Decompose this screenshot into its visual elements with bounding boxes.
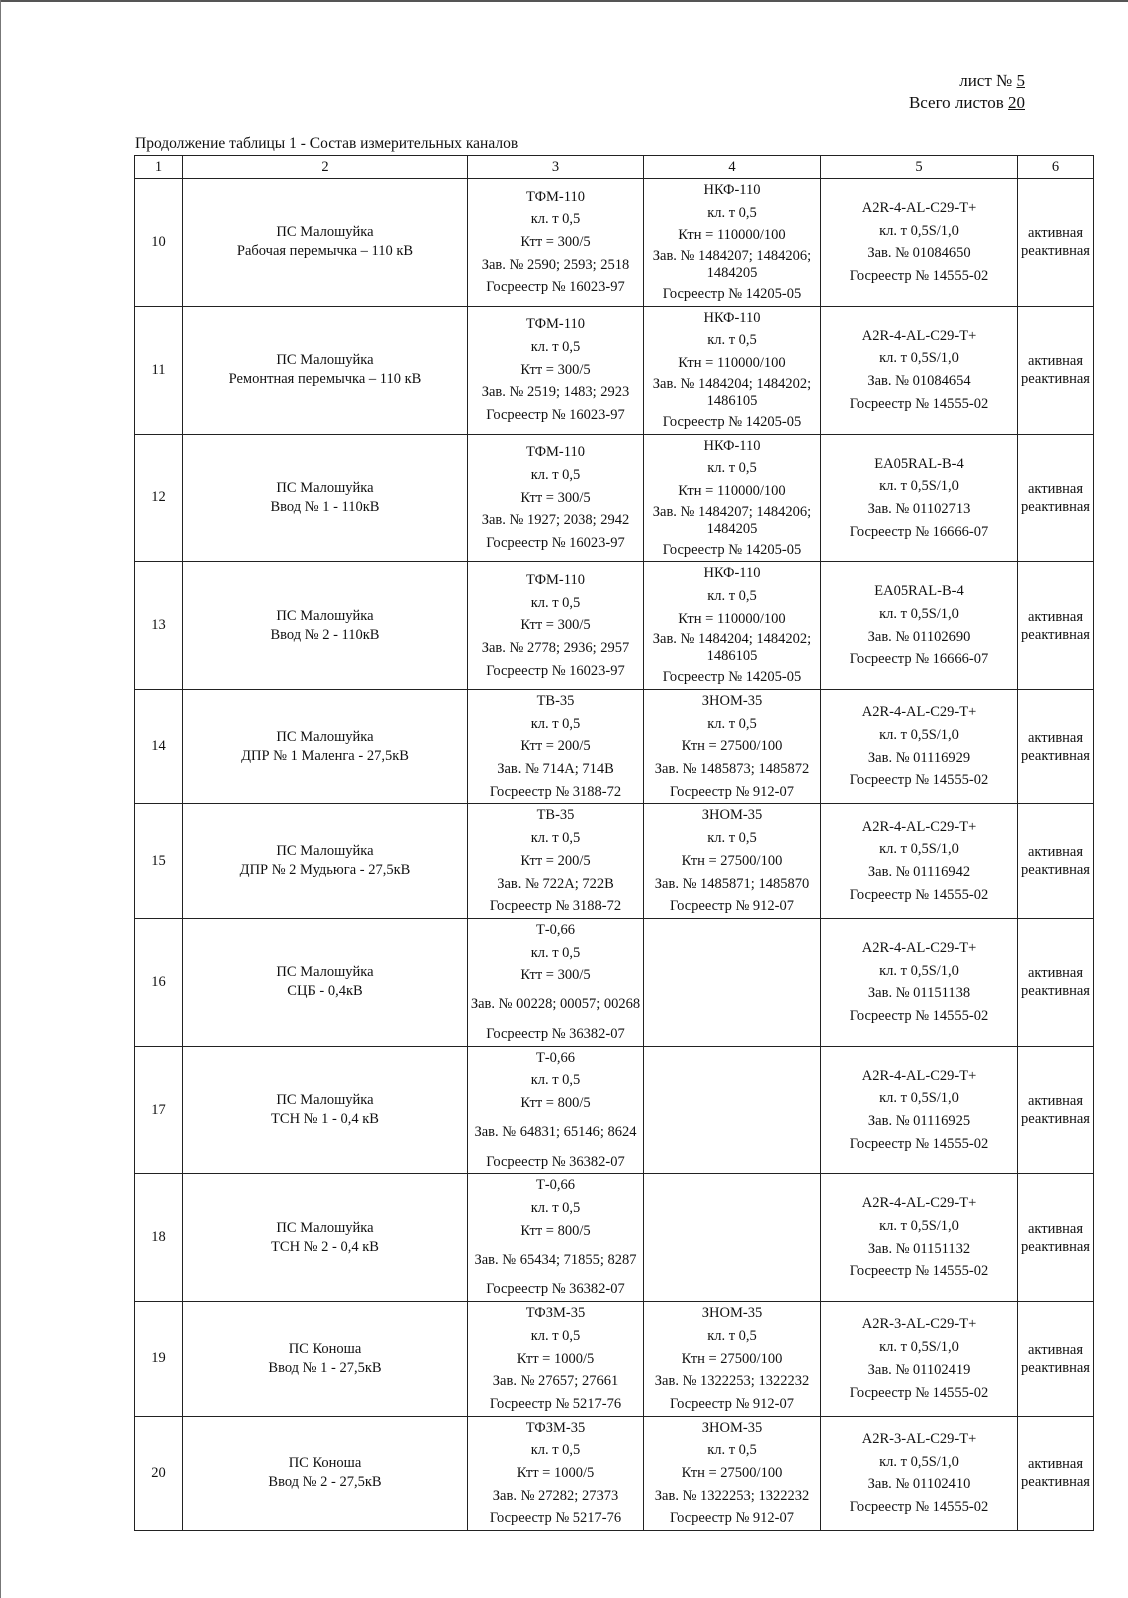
header-cell: 1	[135, 156, 183, 179]
vt-line: кл. т 0,5	[707, 332, 757, 349]
energy-type-cell	[1018, 562, 1094, 690]
vt-line: кл. т 0,5	[707, 830, 757, 847]
channel-number-cell	[135, 690, 183, 804]
ct-line: Ктт = 300/5	[520, 617, 591, 634]
ct-line: Ктт = 200/5	[520, 852, 591, 869]
channel-number-cell	[135, 434, 183, 562]
ct-line: Ктт = 1000/5	[516, 1464, 595, 1481]
energy-type-reactive: реактивная	[1021, 862, 1090, 879]
energy-type-cell	[1018, 804, 1094, 918]
vt-line: Зав. № 1484204; 1484202; 1486105	[652, 631, 812, 665]
substation-name: ПС Малошуйка	[276, 352, 374, 369]
ct-line: Зав. № 00228; 00057; 00268	[470, 996, 641, 1013]
meter-line: EA05RAL-B-4	[874, 583, 964, 600]
vt-line: Ктн = 27500/100	[681, 852, 783, 869]
substation-name: ПС Малошуйка	[276, 607, 374, 624]
voltage-transformer-cell	[644, 804, 821, 918]
vt-line: Ктн = 27500/100	[681, 738, 783, 755]
object-name-cell	[183, 918, 468, 1046]
vt-line: Ктн = 110000/100	[678, 227, 786, 244]
current-transformer-cell	[468, 1174, 644, 1302]
meter-line: A2R-3-AL-C29-T+	[861, 1430, 977, 1447]
meter-cell	[821, 690, 1018, 804]
object-name-cell	[183, 306, 468, 434]
connection-name: ТСН № 2 - 0,4 кВ	[271, 1238, 379, 1255]
meter-line: Госреестр № 16666-07	[849, 651, 989, 668]
vt-line: кл. т 0,5	[707, 1327, 757, 1344]
meter-line: кл. т 0,5S/1,0	[879, 727, 959, 744]
connection-name: Ввод № 2 - 110кВ	[270, 626, 380, 643]
substation-name: ПС Коноша	[288, 1455, 362, 1472]
voltage-transformer-cell	[644, 690, 821, 804]
current-transformer-cell	[468, 1302, 644, 1416]
energy-type-reactive: реактивная	[1021, 626, 1090, 643]
ct-line: Ктт = 1000/5	[516, 1350, 595, 1367]
meter-line: кл. т 0,5S/1,0	[879, 1218, 959, 1235]
channel-number-cell	[135, 306, 183, 434]
ct-line: ТФМ-110	[526, 316, 585, 333]
channel-number-cell	[135, 562, 183, 690]
energy-type-active: активная	[1027, 1456, 1084, 1473]
channel-number: 12	[151, 489, 166, 506]
vt-line: Зав. № 1485873; 1485872	[654, 761, 810, 778]
meter-line: Зав. № 01151138	[867, 985, 971, 1002]
channel-number: 19	[151, 1350, 166, 1367]
table-header-row	[135, 156, 1094, 179]
ct-line: Зав. № 27282; 27373	[492, 1487, 619, 1504]
ct-line: Ктт = 800/5	[520, 1222, 591, 1239]
vt-line: Госреестр № 912-07	[669, 898, 794, 915]
table-row	[135, 306, 1094, 434]
vt-line: Госреестр № 14205-05	[662, 541, 802, 558]
header-cell: 3	[468, 156, 644, 179]
vt-line: Зав. № 1322253; 1322232	[654, 1373, 810, 1390]
current-transformer-cell	[468, 434, 644, 562]
meter-line: кл. т 0,5S/1,0	[879, 222, 959, 239]
table-row	[135, 434, 1094, 562]
vt-line: кл. т 0,5	[707, 204, 757, 221]
energy-type-reactive: реактивная	[1021, 371, 1090, 388]
meter-line: Зав. № 01084654	[867, 373, 971, 390]
energy-type-cell	[1018, 434, 1094, 562]
meter-line: кл. т 0,5S/1,0	[879, 478, 959, 495]
connection-name: СЦБ - 0,4кВ	[287, 983, 363, 1000]
meter-cell	[821, 1174, 1018, 1302]
substation-name: ПС Малошуйка	[276, 1219, 374, 1236]
vt-line: кл. т 0,5	[707, 587, 757, 604]
connection-name: ДПР № 1 Маленга - 27,5кВ	[241, 747, 409, 764]
ct-line: ТФМ-110	[526, 444, 585, 461]
ct-line: Госреестр № 5217-76	[489, 1395, 622, 1412]
channel-number-cell	[135, 1174, 183, 1302]
voltage-transformer-cell	[644, 918, 821, 1046]
meter-line: Госреестр № 14555-02	[849, 886, 989, 903]
vt-line: Ктн = 27500/100	[681, 1350, 783, 1367]
ct-line: Зав. № 2590; 2593; 2518	[481, 256, 630, 273]
current-transformer-cell	[468, 690, 644, 804]
meter-line: Госреестр № 14555-02	[849, 1263, 989, 1280]
ct-line: Госреестр № 16023-97	[486, 279, 625, 296]
page-left-edge	[0, 0, 1, 1598]
current-transformer-cell	[468, 804, 644, 918]
ct-line: Ктт = 300/5	[520, 361, 591, 378]
energy-type-active: активная	[1027, 1220, 1084, 1237]
meter-line: Госреестр № 14555-02	[849, 1135, 989, 1152]
channel-number: 11	[151, 361, 166, 378]
table-row	[135, 1046, 1094, 1174]
meter-line: Госреестр № 14555-02	[849, 1007, 989, 1024]
meter-cell	[821, 562, 1018, 690]
channel-number: 14	[151, 738, 166, 755]
table-row	[135, 690, 1094, 804]
ct-line: Госреестр № 3188-72	[489, 783, 622, 800]
energy-type-active: активная	[1027, 353, 1084, 370]
object-name-cell	[183, 179, 468, 307]
channel-number-cell	[135, 918, 183, 1046]
ct-line: Зав. № 714А; 714В	[497, 761, 614, 778]
channel-number: 18	[151, 1229, 166, 1246]
vt-line: кл. т 0,5	[707, 715, 757, 732]
ct-line: Ктт = 300/5	[520, 489, 591, 506]
ct-line: кл. т 0,5	[530, 830, 581, 847]
header-cell: 6	[1018, 156, 1094, 179]
ct-line: Т-0,66	[535, 1049, 576, 1066]
meter-cell	[821, 804, 1018, 918]
energy-type-active: активная	[1027, 480, 1084, 497]
ct-line: Зав. № 65434; 71855; 8287	[474, 1251, 637, 1268]
meter-line: A2R-4-AL-C29-T+	[861, 704, 977, 721]
energy-type-active: активная	[1027, 1093, 1084, 1109]
header-cell: 5	[821, 156, 1018, 179]
table-caption: Продолжение таблицы 1 - Состав измерительных каналов	[135, 135, 519, 152]
vt-line: Зав. № 1322253; 1322232	[654, 1487, 810, 1504]
object-name-cell	[183, 804, 468, 918]
connection-name: Рабочая перемычка – 110 кВ	[236, 243, 414, 260]
table-body	[135, 156, 1094, 1531]
ct-line: Госреестр № 5217-76	[489, 1510, 622, 1527]
energy-type-cell	[1018, 306, 1094, 434]
table-row	[135, 804, 1094, 918]
ct-line: Госреестр № 36382-07	[486, 1153, 625, 1170]
connection-name: Ввод № 1 - 27,5кВ	[268, 1359, 382, 1376]
voltage-transformer-cell	[644, 562, 821, 690]
meter-line: кл. т 0,5S/1,0	[879, 350, 959, 367]
table-row	[135, 179, 1094, 307]
voltage-transformer-cell	[644, 306, 821, 434]
object-name-cell	[183, 1046, 468, 1174]
substation-name: ПС Малошуйка	[276, 843, 374, 860]
connection-name: Ввод № 2 - 27,5кВ	[268, 1474, 382, 1491]
meter-line: кл. т 0,5S/1,0	[879, 1090, 959, 1107]
vt-line: Госреестр № 912-07	[669, 783, 794, 800]
meter-line: Зав. № 01102410	[867, 1476, 971, 1493]
ct-line: Ктт = 300/5	[520, 234, 591, 251]
meter-line: кл. т 0,5S/1,0	[879, 841, 959, 858]
energy-type-active: активная	[1027, 225, 1084, 242]
energy-type-active: активная	[1027, 729, 1084, 746]
meter-line: Зав. № 01151132	[867, 1240, 971, 1257]
meter-line: Госреестр № 16666-07	[849, 523, 989, 540]
ct-line: ТВ-35	[536, 807, 575, 824]
vt-line: Госреестр № 14205-05	[662, 413, 802, 430]
energy-type-cell	[1018, 690, 1094, 804]
page-top-border	[0, 0, 1128, 2]
vt-line: Госреестр № 14205-05	[662, 669, 802, 686]
ct-line: ТФМ-110	[526, 571, 585, 588]
meter-line: A2R-4-AL-C29-T+	[861, 1195, 977, 1212]
meter-line: Госреестр № 14555-02	[849, 772, 989, 789]
channel-number: 16	[151, 973, 166, 990]
sheet-total: 20	[1008, 93, 1025, 112]
vt-line: ЗНОМ-35	[701, 1305, 763, 1322]
substation-name: ПС Малошуйка	[276, 479, 374, 496]
energy-type-cell	[1018, 1416, 1094, 1530]
table-row	[135, 918, 1094, 1046]
substation-name: ПС Малошуйка	[276, 728, 374, 745]
ct-line: Госреестр № 3188-72	[489, 898, 622, 915]
object-name-cell	[183, 690, 468, 804]
connection-name: ДПР № 2 Мудьюга - 27,5кВ	[239, 862, 411, 879]
connection-name: ТСН № 1 - 0,4 кВ	[271, 1111, 379, 1127]
ct-line: Ктт = 300/5	[520, 967, 591, 984]
meter-line: Зав. № 01084650	[867, 245, 971, 262]
table-row	[135, 1174, 1094, 1302]
channel-number-cell	[135, 1302, 183, 1416]
object-name-cell	[183, 562, 468, 690]
ct-line: кл. т 0,5	[530, 466, 581, 483]
energy-type-reactive: реактивная	[1021, 1238, 1090, 1255]
ct-line: Зав. № 1927; 2038; 2942	[481, 512, 630, 529]
meter-line: A2R-4-AL-C29-T+	[861, 818, 977, 835]
ct-line: Зав. № 2778; 2936; 2957	[481, 639, 630, 656]
ct-line: кл. т 0,5	[530, 715, 581, 732]
ct-line: ТВ-35	[536, 693, 575, 709]
voltage-transformer-cell	[644, 434, 821, 562]
sheet-info	[909, 70, 1025, 114]
meter-line: Зав. № 01116925	[867, 1113, 971, 1129]
channel-number-cell	[135, 1416, 183, 1530]
channel-number-cell	[135, 804, 183, 918]
energy-type-cell	[1018, 1046, 1094, 1174]
vt-line: НКФ-110	[703, 182, 761, 198]
channel-number-cell	[135, 179, 183, 307]
meter-line: Зав. № 01116942	[867, 864, 971, 881]
vt-line: кл. т 0,5	[707, 1442, 757, 1459]
energy-type-reactive: реактивная	[1021, 243, 1090, 260]
sheet-label: лист №	[959, 71, 1013, 90]
voltage-transformer-cell	[644, 1046, 821, 1174]
ct-line: ТФМ-110	[526, 188, 585, 205]
energy-type-active: активная	[1027, 608, 1084, 625]
vt-line: НКФ-110	[703, 309, 761, 326]
ct-line: кл. т 0,5	[530, 1327, 581, 1344]
channel-number: 13	[151, 617, 166, 634]
object-name-cell	[183, 1416, 468, 1530]
ct-line: Госреестр № 36382-07	[486, 1281, 625, 1298]
vt-line: ЗНОМ-35	[701, 1419, 763, 1436]
voltage-transformer-cell	[644, 1416, 821, 1530]
energy-type-cell	[1018, 1174, 1094, 1302]
vt-line: ЗНОМ-35	[701, 807, 763, 824]
object-name-cell	[183, 1302, 468, 1416]
current-transformer-cell	[468, 179, 644, 307]
ct-line: кл. т 0,5	[530, 944, 581, 961]
energy-type-active: активная	[1027, 965, 1084, 982]
substation-name: ПС Коноша	[288, 1340, 362, 1357]
ct-line: Зав. № 64831; 65146; 8624	[474, 1124, 637, 1141]
vt-line: Ктн = 110000/100	[678, 355, 786, 372]
object-name-cell	[183, 1174, 468, 1302]
sheet-total-line	[909, 92, 1025, 114]
vt-line: Зав. № 1484207; 1484206; 1484205	[652, 503, 812, 537]
meter-line: Зав. № 01102419	[867, 1361, 971, 1378]
sheet-total-label: Всего листов	[908, 93, 1004, 112]
meter-line: Зав. № 01102690	[867, 628, 971, 645]
vt-line: НКФ-110	[703, 437, 761, 454]
ct-line: ТФЗМ-35	[525, 1305, 586, 1322]
vt-line: Ктн = 27500/100	[681, 1464, 783, 1481]
ct-line: кл. т 0,5	[530, 339, 581, 356]
energy-type-reactive: реактивная	[1021, 498, 1090, 515]
table-row	[135, 1302, 1094, 1416]
current-transformer-cell	[468, 562, 644, 690]
ct-line: кл. т 0,5	[530, 1072, 581, 1089]
ct-line: кл. т 0,5	[530, 211, 581, 228]
meter-line: кл. т 0,5S/1,0	[879, 1339, 959, 1356]
vt-line: Госреестр № 14205-05	[662, 286, 802, 303]
meter-line: A2R-4-AL-C29-T+	[861, 200, 977, 216]
meter-line: A2R-4-AL-C29-T+	[861, 1067, 977, 1084]
meter-line: EA05RAL-B-4	[874, 455, 964, 472]
ct-line: Госреестр № 16023-97	[486, 534, 625, 551]
vt-line: Зав. № 1484207; 1484206; 1484205	[652, 248, 812, 282]
table-row	[135, 562, 1094, 690]
ct-line: Зав. № 722А; 722В	[497, 875, 614, 892]
substation-name: ПС Малошуйка	[276, 1092, 374, 1108]
meter-cell	[821, 1416, 1018, 1530]
ct-line: кл. т 0,5	[530, 594, 581, 611]
substation-name: ПС Малошуйка	[276, 224, 374, 241]
meter-line: A2R-4-AL-C29-T+	[861, 939, 977, 956]
meter-line: Зав. № 01116929	[867, 749, 971, 766]
channel-number: 20	[151, 1464, 166, 1481]
ct-line: Зав. № 27657; 27661	[492, 1373, 619, 1390]
voltage-transformer-cell	[644, 179, 821, 307]
current-transformer-cell	[468, 918, 644, 1046]
meter-cell	[821, 179, 1018, 307]
meter-line: Госреестр № 14555-02	[849, 268, 989, 285]
channel-number: 15	[151, 852, 166, 869]
meter-line: A2R-4-AL-C29-T+	[861, 327, 977, 344]
ct-line: кл. т 0,5	[530, 1200, 581, 1217]
ct-line: Т-0,66	[535, 1177, 576, 1194]
ct-line: Госреестр № 36382-07	[486, 1025, 625, 1042]
energy-type-cell	[1018, 179, 1094, 307]
vt-line: НКФ-110	[703, 565, 761, 582]
ct-line: Госреестр № 16023-97	[486, 407, 625, 424]
sheet-number-line	[909, 70, 1025, 92]
ct-line: Т-0,66	[535, 921, 576, 938]
voltage-transformer-cell	[644, 1302, 821, 1416]
channel-number: 17	[151, 1101, 166, 1118]
ct-line: Госреестр № 16023-97	[486, 662, 625, 679]
meter-cell	[821, 434, 1018, 562]
energy-type-reactive: реактивная	[1021, 983, 1090, 1000]
current-transformer-cell	[468, 306, 644, 434]
voltage-transformer-cell	[644, 1174, 821, 1302]
sheet-number: 5	[1016, 71, 1025, 90]
energy-type-reactive: реактивная	[1021, 747, 1090, 764]
meter-line: A2R-3-AL-C29-T+	[861, 1316, 977, 1333]
table-row	[135, 1416, 1094, 1530]
vt-line: Госреестр № 912-07	[669, 1395, 794, 1412]
object-name-cell	[183, 434, 468, 562]
ct-line: Зав. № 2519; 1483; 2923	[481, 384, 630, 401]
header-cell: 4	[644, 156, 821, 179]
vt-line: Ктн = 110000/100	[678, 610, 786, 627]
ct-line: Ктт = 200/5	[520, 738, 591, 755]
ct-line: ТФЗМ-35	[525, 1419, 586, 1436]
energy-type-active: активная	[1027, 844, 1084, 861]
substation-name: ПС Малошуйка	[276, 964, 374, 981]
ct-line: кл. т 0,5	[530, 1442, 581, 1459]
channel-number: 10	[151, 233, 166, 250]
energy-type-cell	[1018, 918, 1094, 1046]
connection-name: Ввод № 1 - 110кВ	[270, 498, 380, 515]
vt-line: Госреестр № 912-07	[669, 1510, 794, 1527]
connection-name: Ремонтная перемычка – 110 кВ	[228, 371, 422, 388]
vt-line: кл. т 0,5	[707, 460, 757, 477]
meter-cell	[821, 918, 1018, 1046]
energy-type-reactive: реактивная	[1021, 1359, 1090, 1376]
vt-line: Ктн = 110000/100	[678, 482, 786, 499]
energy-type-active: активная	[1027, 1341, 1084, 1358]
vt-line: Зав. № 1485871; 1485870	[654, 875, 810, 892]
ct-line: Ктт = 800/5	[520, 1095, 591, 1111]
meter-line: кл. т 0,5S/1,0	[879, 605, 959, 622]
meter-cell	[821, 1046, 1018, 1174]
current-transformer-cell	[468, 1046, 644, 1174]
meter-line: Зав. № 01102713	[867, 500, 971, 517]
header-cell: 2	[183, 156, 468, 179]
channel-number-cell	[135, 1046, 183, 1174]
meter-line: Госреестр № 14555-02	[849, 1384, 989, 1401]
measurement-channels-table	[134, 155, 1094, 1531]
energy-type-reactive: реактивная	[1021, 1111, 1090, 1127]
vt-line: Зав. № 1484204; 1484202; 1486105	[652, 375, 812, 409]
meter-line: кл. т 0,5S/1,0	[879, 1453, 959, 1470]
energy-type-cell	[1018, 1302, 1094, 1416]
current-transformer-cell	[468, 1416, 644, 1530]
meter-line: Госреестр № 14555-02	[849, 1498, 989, 1515]
meter-line: кл. т 0,5S/1,0	[879, 962, 959, 979]
energy-type-reactive: реактивная	[1021, 1474, 1090, 1491]
meter-cell	[821, 1302, 1018, 1416]
meter-line: Госреестр № 14555-02	[849, 395, 989, 412]
meter-cell	[821, 306, 1018, 434]
vt-line: ЗНОМ-35	[701, 693, 763, 709]
